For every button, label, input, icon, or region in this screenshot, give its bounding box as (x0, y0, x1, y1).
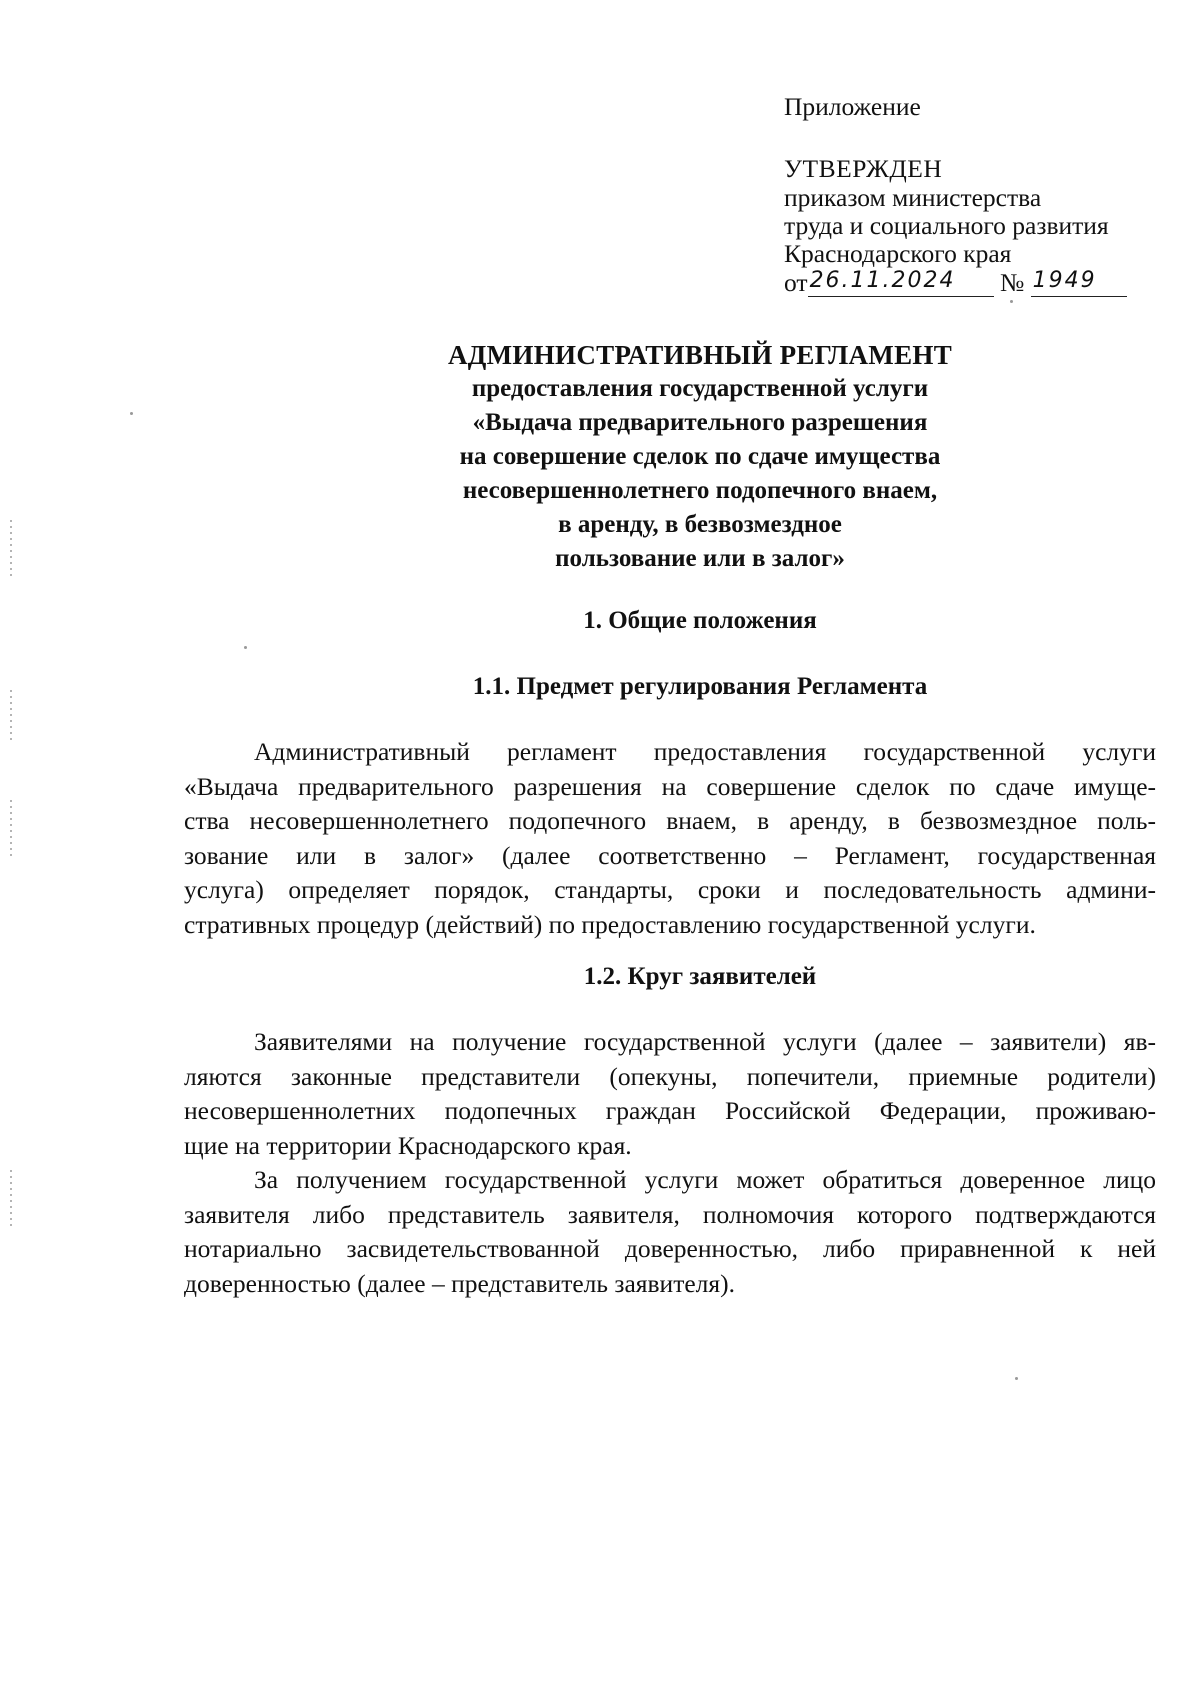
document-title-block (300, 338, 1100, 576)
scan-speck (130, 412, 133, 415)
paragraph-line: заявителя либо представитель заявителя, полномочия которого подтверждаются (184, 1199, 1156, 1229)
scan-margin-mark (10, 520, 12, 580)
paragraph-line: несовершеннолетних подопечных граждан Российской Федерации, проживаю- (184, 1096, 1156, 1125)
scan-margin-mark (10, 800, 12, 860)
paragraph-line: нотариально засвидетельствованной доверенностью, либо приравненной к ней (184, 1234, 1156, 1263)
document-subtitle-line: на совершение сделок по сдаче имущества (459, 443, 941, 470)
paragraph-applicants (184, 1025, 1156, 1301)
approval-date-line (784, 268, 1184, 301)
document-subtitle-line: пользование или в залог» (555, 545, 845, 572)
paragraph-line: «Выдача предварительного разрешения на совершение сделок по сдаче имуще- (184, 771, 1156, 801)
document-subtitle-line: «Выдача предварительного разрешения (472, 409, 928, 436)
paragraph-line: ляются законные представители (опекуны, попечители, приемные родители) (184, 1061, 1156, 1091)
approval-block (784, 92, 1184, 301)
approval-line: труда и социального развития (784, 211, 1109, 240)
section-heading-applicants: 1.2. Круг заявителей (583, 963, 817, 990)
section-heading-general: 1. Общие положения (583, 607, 817, 634)
handwritten-number: 1949 (1031, 266, 1127, 297)
paragraph-line: ства несовершеннолетнего подопечного внаем, в аренду, в безвозмездное поль- (184, 806, 1156, 835)
date-prefix: от (784, 268, 808, 297)
scan-speck (1015, 1377, 1018, 1380)
paragraph-line: доверенностью (далее – представитель заявителя). (184, 1268, 735, 1298)
document-subtitle-line: предоставления государственной услуги (471, 375, 929, 402)
paragraph-line: стративных процедур (действий) по предоставлению государственной услуги. (184, 909, 1036, 939)
paragraph-line: За получением государственной услуги может обратиться доверенное лицо (254, 1165, 1156, 1194)
document-title: АДМИНИСТРАТИВНЫЙ РЕГЛАМЕНТ (447, 340, 953, 370)
paragraph-line: зование или в залог» (далее соответственно – Регламент, государственная (184, 840, 1156, 870)
document-subtitle-line: в аренду, в безвозмездное (558, 511, 842, 538)
scan-margin-mark (10, 1170, 12, 1230)
approval-line: приказом министерства (784, 183, 1042, 212)
paragraph-subject (184, 735, 1156, 942)
handwritten-date: 26.11.2024 (808, 266, 994, 297)
paragraph-line: Административный регламент предоставления государственной услуги (254, 737, 1156, 766)
approved-label: УТВЕРЖДЕН (784, 154, 943, 183)
document-subtitle-line: несовершеннолетнего подопечного внаем, (462, 477, 938, 504)
scan-speck (244, 646, 247, 649)
scan-margin-mark (10, 690, 12, 740)
paragraph-line: Заявителями на получение государственной услуги (далее – заявители) яв- (254, 1027, 1156, 1056)
appendix-label: Приложение (784, 92, 921, 121)
section-heading-subject: 1.1. Предмет регулирования Регламента (472, 673, 928, 700)
paragraph-line: услуга) определяет порядок, стандарты, сроки и последовательность админи- (184, 875, 1156, 904)
approval-line: Краснодарского края (784, 239, 1012, 268)
paragraph-line: щие на территории Краснодарского края. (184, 1130, 632, 1160)
number-prefix: № (999, 268, 1025, 297)
